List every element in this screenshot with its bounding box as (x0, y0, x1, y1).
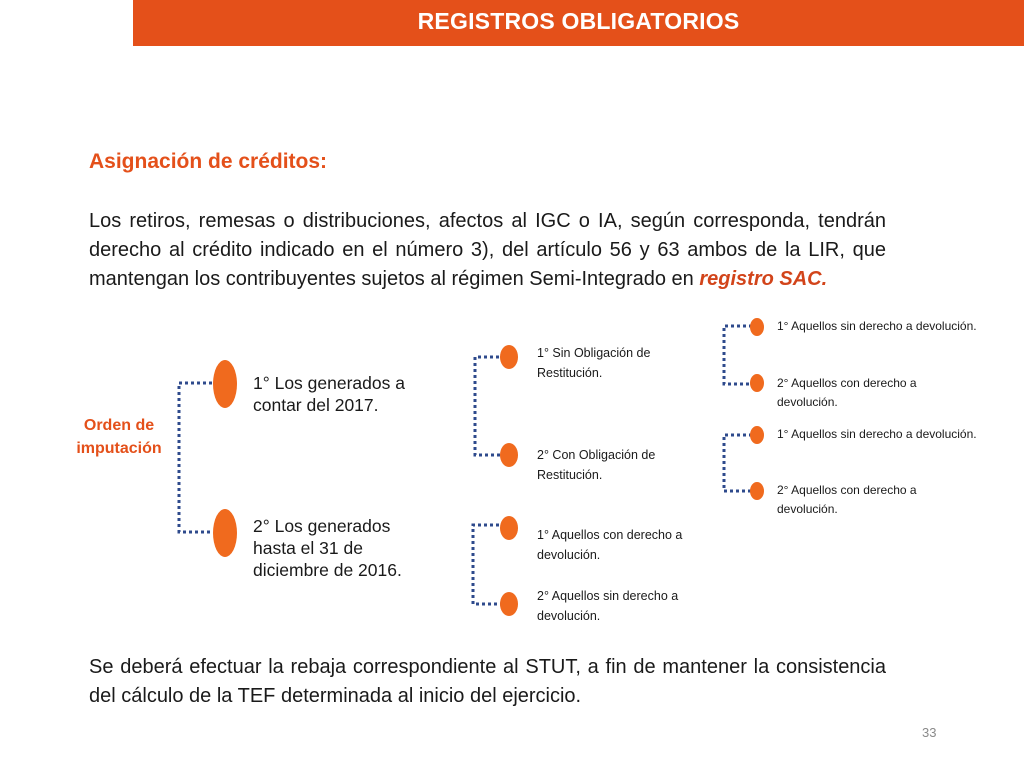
level1-item-2017: 1° Los generados a contar del 2017. (253, 373, 405, 415)
level3-b-item1: 1° Aquellos sin derecho a devolución. (777, 427, 977, 441)
closing-paragraph: Se deberá efectuar la rebaja correspondiente al STUT, a fin de mantener la consistencia del cálculo de la TEF determinada al inicio del ejercicio. (89, 656, 886, 707)
bullet-l3-b1 (750, 426, 764, 444)
bullet-sin-obligacion (500, 345, 518, 369)
connector-2017 (475, 357, 505, 455)
page-title: REGISTROS OBLIGATORIOS (417, 8, 740, 34)
bullet-l3-a2 (750, 374, 764, 392)
orden-imputacion-label: Orden de imputación (76, 417, 162, 457)
page-number: 33 (922, 725, 937, 740)
connector-2016 (473, 525, 505, 604)
level2-sin-obligacion: 1° Sin Obligación de Restitución. (537, 346, 651, 380)
level2-con-derecho: 1° Aquellos con derecho a devolución. (537, 528, 683, 562)
bullet-l3-a1 (750, 318, 764, 336)
connector-con-obligacion (724, 435, 752, 491)
bullet-sin-derecho (500, 592, 518, 616)
level3-b-item2: 2° Aquellos con derecho a devolución. (777, 483, 917, 516)
section-heading: Asignación de créditos: (89, 150, 328, 173)
level2-sin-derecho: 2° Aquellos sin derecho a devolución. (537, 589, 679, 623)
bullet-l3-b2 (750, 482, 764, 500)
level3-a-item2: 2° Aquellos con derecho a devolución. (777, 376, 917, 409)
level1-item-2016: 2° Los generados hasta el 31 de diciembre de 2016. (253, 516, 402, 580)
bullet-con-derecho (500, 516, 518, 540)
connector-sin-obligacion (724, 326, 752, 384)
bullet-2016 (213, 509, 237, 557)
bullet-2017 (213, 360, 237, 408)
level2-con-obligacion: 2° Con Obligación de Restitución. (537, 448, 656, 482)
connector-root (179, 383, 212, 532)
level3-a-item1: 1° Aquellos sin derecho a devolución. (777, 319, 977, 333)
registro-sac-highlight: registro SAC. (699, 268, 828, 290)
intro-paragraph-text: Los retiros, remesas o distribuciones, afectos al IGC o IA, según corresponda, tendrán derecho al crédito indicado en el número 3), del artículo 56 y 63 ambos de la LIR, que mantengan los contribuyentes sujetos al régimen Semi-Integrado en (89, 210, 886, 290)
bullet-con-obligacion (500, 443, 518, 467)
